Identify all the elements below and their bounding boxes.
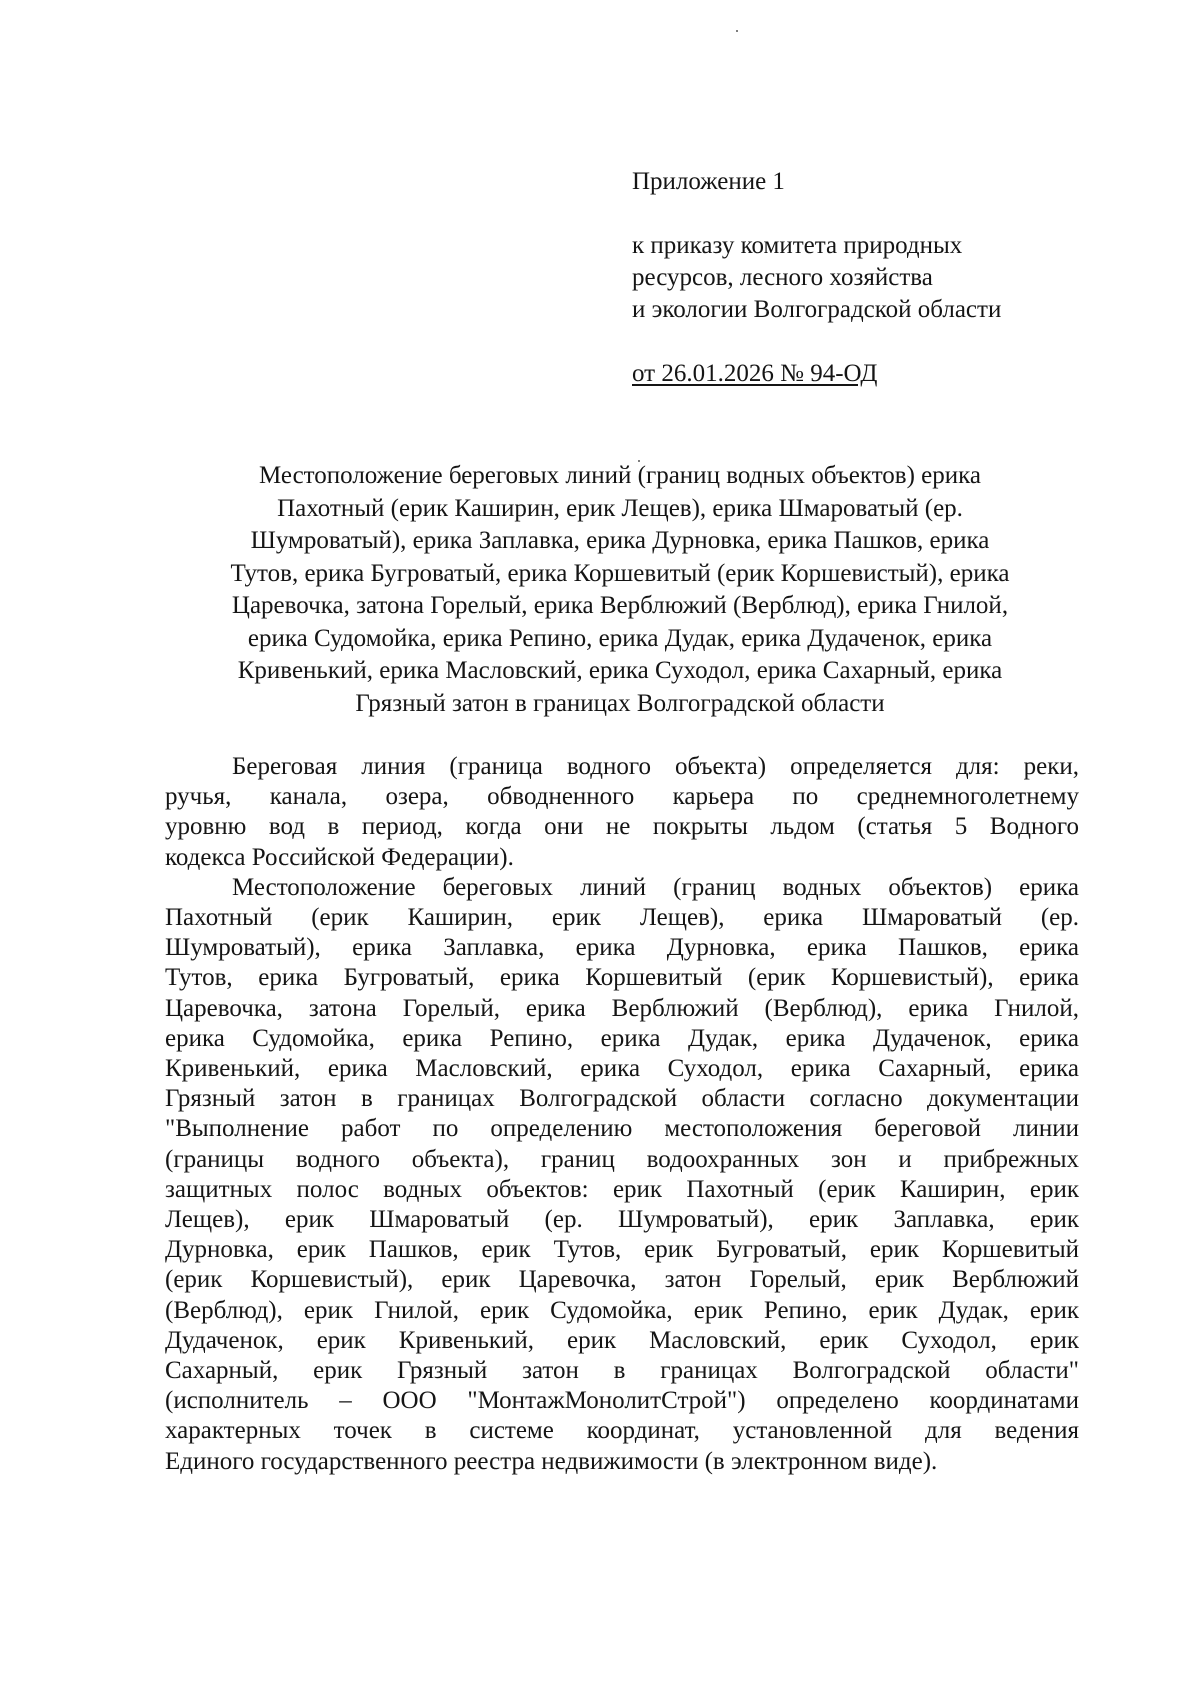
title-line: Царевочка, затона Горелый, ерика Верблюжий (Верблюд), ерика Гнилой,	[231, 592, 1009, 619]
text-line: характерных точек в системе координат, установленной для ведения	[165, 1417, 1079, 1445]
text-line: защитных полос водных объектов: ерик Пахотный (ерик Каширин, ерик	[165, 1175, 1079, 1203]
text-line: Береговая линия (граница водного объекта) определяется для: реки,	[232, 753, 1079, 780]
text-line: Шумроватый), ерика Заплавка, ерика Дурновка, ерика Пашков, ерика	[165, 934, 1079, 962]
scan-speck	[736, 30, 738, 32]
text-line: (границы водного объекта), границ водоохранных зон и прибрежных	[165, 1145, 1079, 1173]
annex-reference-line: ресурсов, лесного хозяйства	[632, 264, 933, 291]
text-line: (Верблюд), ерик Гнилой, ерик Судомойка, ерик Репино, ерик Дудак, ерик	[165, 1296, 1079, 1324]
document-title	[160, 460, 1080, 720]
title-line: ерика Судомойка, ерика Репино, ерика Дудак, ерика Дудаченок, ерика	[247, 624, 993, 652]
text-line: Дурновка, ерик Пашков, ерик Тутов, ерик Бугроватый, ерик Коршевитый	[165, 1236, 1079, 1264]
text-line: "Выполнение работ по определению местоположения береговой линии	[165, 1115, 1079, 1143]
text-line: Кривенький, ерика Масловский, ерика Суходол, ерика Сахарный, ерика	[165, 1055, 1079, 1083]
paragraph-shoreline-definition	[165, 752, 1079, 873]
annex-reference-line: к приказу комитета природных	[632, 232, 963, 259]
text-line: Местоположение береговых линий (границ водных объектов) ерика	[232, 873, 1079, 901]
text-line: Дудаченок, ерик Кривенький, ерик Масловский, ерик Суходол, ерик	[165, 1326, 1079, 1354]
text-line: Единого государственного реестра недвижимости (в электронном виде).	[165, 1447, 938, 1475]
text-line: ерика Судомойка, ерика Репино, ерика Дудак, ерика Дудаченок, ерика	[165, 1024, 1079, 1052]
title-line: Грязный затон в границах Волгоградской области	[355, 689, 885, 717]
text-line: (ерик Коршевистый), ерик Царевочка, затон Горелый, ерик Верблюжий	[165, 1266, 1079, 1294]
text-line: кодекса Российской Федерации).	[165, 843, 514, 871]
document-body	[165, 752, 1079, 1477]
annex-title: Приложение 1	[632, 168, 785, 195]
text-line: ручья, канала, озера, обводненного карьера по среднемноголетнему	[165, 783, 1079, 811]
text-line: Пахотный (ерик Каширин, ерик Лещев), ерика Шмароватый (ер.	[165, 904, 1079, 932]
paragraph-shoreline-location	[165, 873, 1079, 1477]
annex-reference-line: и экологии Волгоградской области	[632, 296, 1002, 323]
title-line: Местоположение береговых линий (границ водных объектов) ерика	[258, 462, 982, 489]
annex-reference	[632, 230, 1112, 326]
title-line: Кривенький, ерика Масловский, ерика Суходол, ерика Сахарный, ерика	[237, 657, 1003, 684]
text-line: Царевочка, затона Горелый, ерика Верблюжий (Верблюд), ерика Гнилой,	[165, 994, 1079, 1022]
annex-header	[632, 166, 1112, 390]
text-line: Тутов, ерика Бугроватый, ерика Коршевитый (ерик Коршевистый), ерика	[165, 964, 1079, 992]
text-line: Грязный затон в границах Волгоградской области согласно документации	[165, 1085, 1079, 1113]
text-line: Сахарный, ерик Грязный затон в границах Волгоградской области"	[165, 1357, 1079, 1385]
title-line: Пахотный (ерик Каширин, ерик Лещев), ерика Шмароватый (ер.	[277, 494, 963, 522]
text-line: (исполнитель – ООО "МонтажМонолитСтрой") определено координатами	[165, 1387, 1079, 1415]
title-line: Тутов, ерика Бугроватый, ерика Коршевитый (ерик Коршевистый), ерика	[230, 559, 1010, 587]
order-date-number: от 26.01.2026 № 94-ОД	[632, 360, 878, 387]
title-line: Шумроватый), ерика Заплавка, ерика Дурновка, ерика Пашков, ерика	[250, 527, 990, 554]
text-line: уровню вод в период, когда они не покрыты льдом (статья 5 Водного	[165, 813, 1079, 841]
text-line: Лещев), ерик Шмароватый (ер. Шумроватый), ерик Заплавка, ерик	[165, 1206, 1079, 1234]
